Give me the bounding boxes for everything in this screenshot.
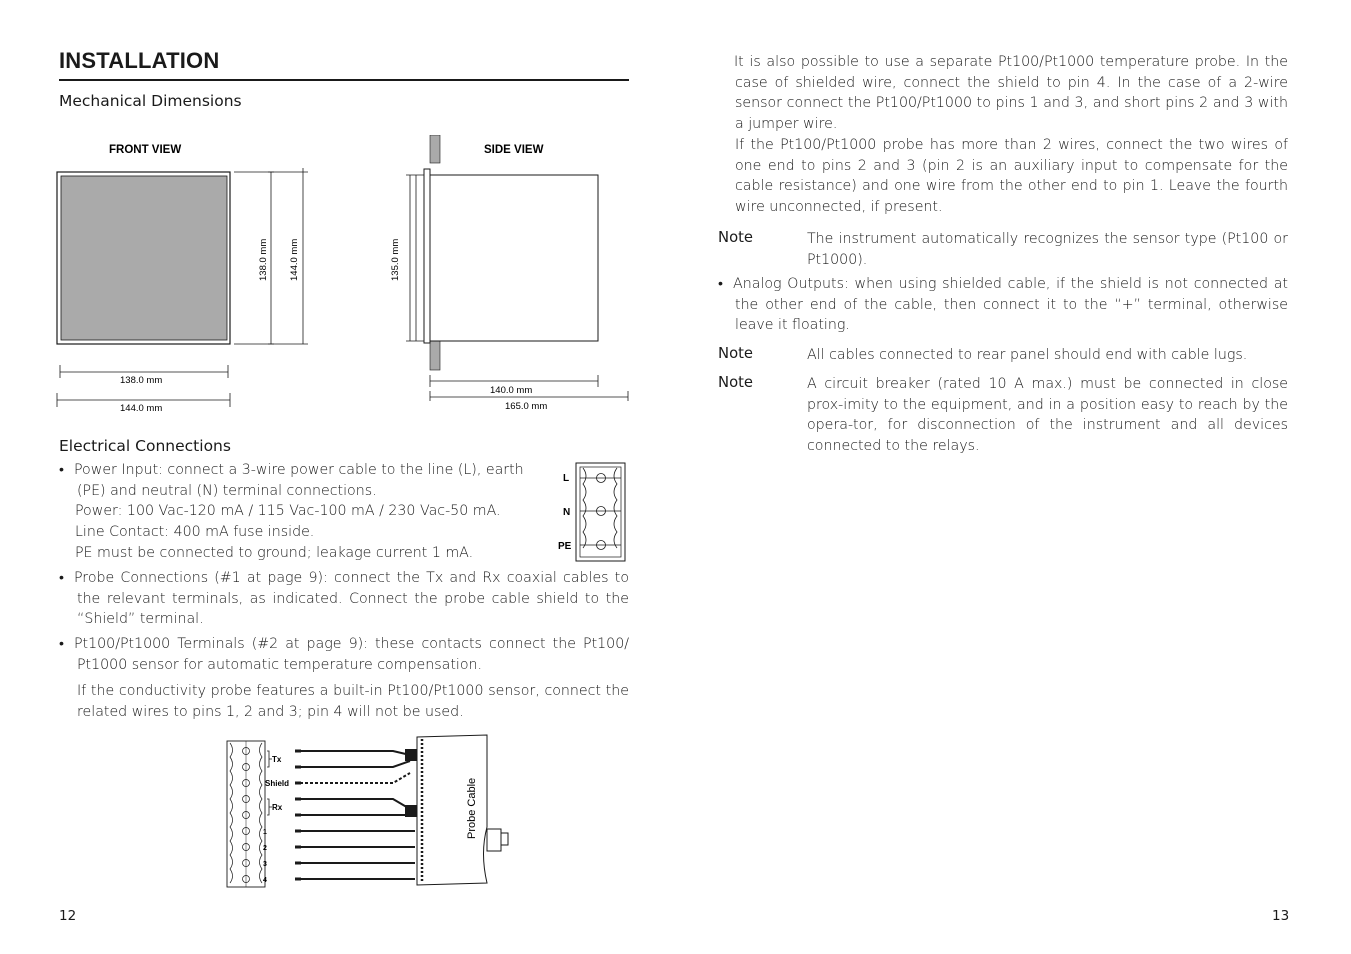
analog-outputs-text: Analog Outputs: when using shielded cable, if the shield is not connected at the other end of the cable, then connect it to the “+” terminal, otherwise leave it floating.: [733, 276, 1288, 334]
paragraph-1: It is also possible to use a separate Pt100/Pt1000 temperature probe. In the case of shielded wire, connect the shield to pin 4. In the case of a 2-wire sensor connect the Pt100/Pt1000 to pins 1 and 3, and short pins 2 and 3 with a jumper wire.: [734, 54, 1288, 133]
side-body: [430, 175, 598, 341]
front-view-label: FRONT VIEW: [109, 144, 182, 156]
mechanical-dimensions-drawing: [50, 135, 640, 420]
bullet-dot: •: [59, 636, 64, 652]
pt100-terminals-text: Pt100/Pt1000 Terminals (#2 at page 9): these contacts connect the Pt100/ Pt1000 sensor for automatic temperature compensation.: [74, 636, 629, 673]
power-line-4: Line Contact: 400 mA fuse inside.: [75, 524, 315, 541]
analog-outputs-bullet: [718, 274, 1288, 336]
note-label-3: Note: [718, 374, 754, 391]
panel-wall-bottom: [430, 340, 440, 370]
electrical-connections-heading: Electrical Connections: [59, 437, 231, 455]
panel-wall-top: [430, 135, 440, 163]
note-1-text: The instrument automatically recognizes the sensor type (Pt100 or Pt1000).: [807, 231, 1288, 268]
power-input-bullet: [59, 460, 539, 564]
rx-label: Rx: [272, 803, 283, 812]
side-depth-label: 140.0 mm: [490, 385, 533, 396]
bullet-dot: •: [59, 570, 64, 586]
power-line-5: PE must be connected to ground; leakage current 1 mA.: [75, 544, 474, 561]
pt100-builtin-text: If the conductivity probe features a built-in Pt100/Pt1000 sensor, connect the related wires to pins 1, 2 and 3; pin 4 will not be used.: [77, 683, 629, 720]
bullet-dot: •: [59, 462, 64, 478]
probe-connections-text: Probe Connections (#1 at page 9): connect the Tx and Rx coaxial cables to the relevant terminals, as indicated. Connect the probe cable shield to the “Shield” terminal.: [74, 570, 629, 628]
note-label-1: Note: [718, 229, 754, 246]
terminal-label-pe: PE: [558, 541, 572, 552]
pin-label-2: 2: [263, 845, 267, 852]
probe-connections-bullet: [59, 568, 629, 630]
pin-label-3: 3: [263, 861, 267, 868]
tx-label: Tx: [272, 755, 282, 764]
side-bezel: [424, 169, 430, 343]
mechanical-dimensions-heading: Mechanical Dimensions: [59, 92, 242, 110]
page-title: INSTALLATION: [59, 48, 220, 73]
note-label-2: Note: [718, 345, 754, 362]
pin-label-1: 1: [263, 829, 267, 836]
terminal-label-l: L: [563, 473, 570, 484]
pt100-terminals-bullet: [59, 634, 629, 675]
probe-cable-label: Probe Cable: [466, 777, 478, 839]
shield-label: Shield: [265, 779, 290, 788]
note-3-text: A circuit breaker (rated 10 A max.) must be connected in close prox-imity to the equipment, and in a position easy to reach by the opera-tor, for disconnection of the instrument and all devices connected to the relays.: [807, 376, 1288, 455]
side-height-label: 135.0 mm: [390, 238, 401, 281]
terminal-label-n: N: [563, 507, 571, 518]
front-height-outer-label: 144.0 mm: [289, 238, 300, 281]
power-line-3: Power: 100 Vac-120 mA / 115 Vac-100 mA / 230 Vac-50 mA.: [75, 503, 501, 520]
power-terminal-drawing: [553, 460, 633, 565]
side-total-label: 165.0 mm: [505, 401, 548, 412]
bullet-dot: •: [718, 276, 723, 292]
separate-probe-paragraph: [735, 52, 1288, 218]
probe-wiring-diagram: [225, 733, 515, 891]
title-rule: [59, 79, 629, 81]
paragraph-2: If the Pt100/Pt1000 probe has more than 2 wires, connect the two wires of one end to pins 2 and 3 (pin 2 is an auxiliary input to compensate for the cable resistance) and one wire from the other end to pin 1. Leave the fourth wire unconnected, if present.: [735, 136, 1288, 215]
front-height-inner-label: 138.0 mm: [258, 238, 269, 281]
front-width-inner-label: 138.0 mm: [120, 375, 163, 386]
front-width-outer-label: 144.0 mm: [120, 403, 163, 414]
power-line-2: (PE) and neutral (N) terminal connections.: [77, 482, 377, 499]
page-number-left: 12: [59, 908, 77, 924]
side-view-label: SIDE VIEW: [484, 144, 544, 156]
pin-label-4: 4: [263, 877, 267, 884]
note-2-text: All cables connected to rear panel should end with cable lugs.: [807, 347, 1248, 363]
power-line-1: Power Input: connect a 3-wire power cable to the line (L), earth: [74, 462, 524, 478]
page-number-right: 13: [1272, 908, 1290, 924]
front-panel-display: [61, 176, 227, 340]
